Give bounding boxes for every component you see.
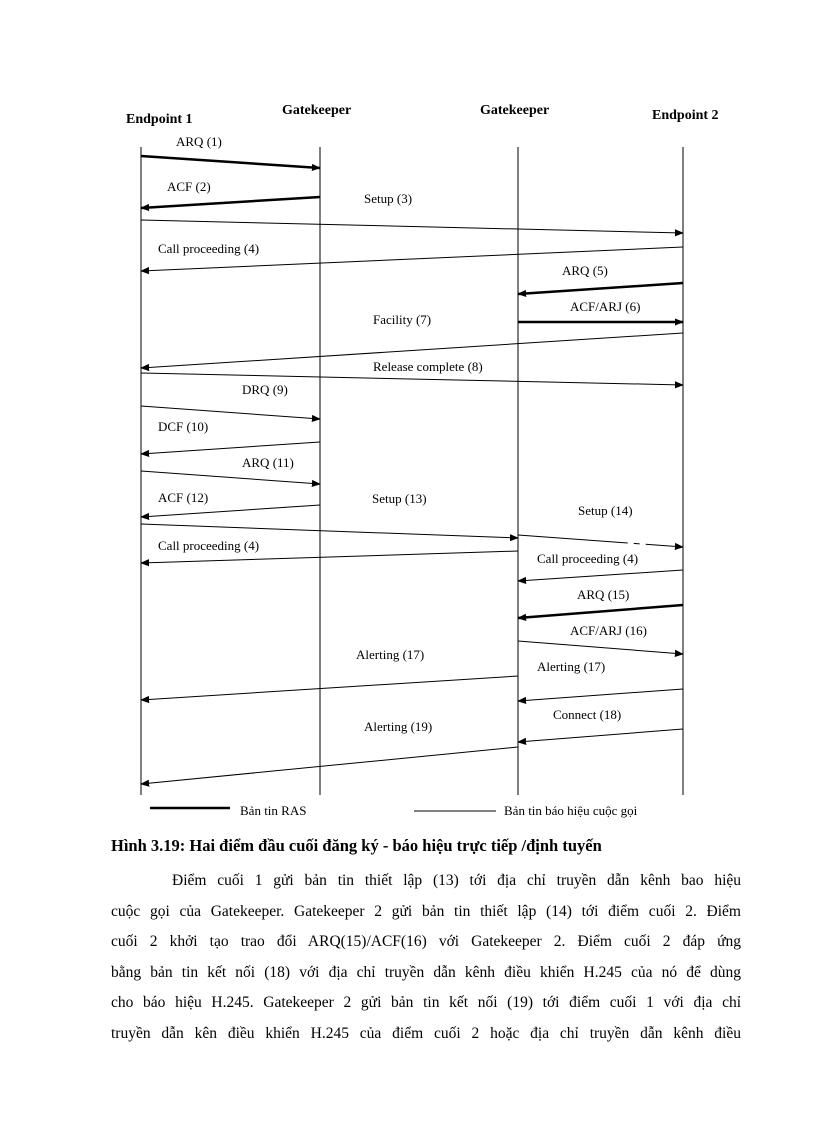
legend-ras-label: Bản tin RAS (240, 803, 307, 818)
message-label: Release complete (8) (373, 359, 483, 374)
message-arrow (141, 676, 518, 700)
entity-gatekeeper-1-label: Gatekeeper (282, 103, 352, 118)
paragraph-line: bằng bản tin kết nối (18) với địa chỉ truyền dẫn kênh điều khiển H.245 của nó để dùng (111, 963, 741, 981)
message-arrow (141, 406, 320, 419)
message-arrow (141, 505, 320, 517)
message-arrow (518, 641, 683, 654)
message-label: ACF (2) (167, 179, 211, 194)
message-label: Call proceeding (4) (158, 538, 260, 553)
message-arrow (141, 442, 320, 454)
message-label: Alerting (17) (356, 647, 425, 662)
message-label: ACF/ARJ (16) (570, 623, 647, 638)
message-label: ACF/ARJ (6) (570, 299, 641, 314)
message-arrow (518, 729, 683, 742)
message-label: Alerting (19) (364, 719, 433, 734)
message-label: ARQ (15) (577, 587, 630, 602)
entity-gatekeeper-2-label: Gatekeeper (480, 103, 550, 118)
paragraph-line: Điểm cuối 1 gửi bản tin thiết lập (13) tới địa chỉ truyền dẫn kênh bao hiệu (172, 872, 741, 889)
message-arrow (141, 197, 320, 208)
message-label: ARQ (1) (176, 134, 222, 149)
message-arrow (518, 689, 683, 701)
body-paragraph (111, 866, 741, 1049)
message-arrow (518, 570, 683, 581)
message-label: ARQ (5) (562, 263, 608, 278)
message-label: Connect (18) (553, 707, 622, 722)
message-arrow (141, 220, 683, 233)
message-arrow (141, 373, 683, 385)
message-label: Facility (7) (373, 312, 432, 327)
entity-endpoint-1-label: Endpoint 1 (126, 112, 193, 127)
paragraph-line: cuối 2 khởi tạo trao đổi ARQ(15)/ACF(16) với Gatekeeper 2. Điểm cuối 2 đáp ứng (111, 933, 741, 950)
message-label: ACF (12) (158, 490, 209, 505)
message-arrow (141, 471, 320, 484)
message-arrow (518, 283, 683, 294)
legend-signaling-label: Bản tin báo hiệu cuộc gọi (504, 803, 638, 818)
message-label: Call proceeding (4) (158, 241, 260, 256)
paragraph-line: cho báo hiệu H.245. Gatekeeper 2 gửi bản tin kết nối (19) tới điểm cuối 1 với địa chỉ (111, 994, 741, 1011)
message-arrow (141, 524, 518, 538)
message-label: Call proceeding (4) (537, 551, 639, 566)
paragraph-line: truyền dẫn kên điều khiển H.245 của điểm cuối 2 hoặc địa chỉ truyền dẫn kênh điều (111, 1024, 741, 1042)
message-arrow (518, 605, 683, 618)
message-label: Alerting (17) (537, 659, 606, 674)
figure-caption: Hình 3.19: Hai điểm đầu cuối đăng ký - báo hiệu trực tiếp /định tuyến (111, 836, 602, 855)
message-label: DCF (10) (158, 419, 209, 434)
message-label: ARQ (11) (242, 455, 294, 470)
message-label: Setup (14) (578, 503, 633, 518)
message-label: Setup (3) (364, 191, 413, 206)
paragraph-line: cuộc gọi của Gatekeeper. Gatekeeper 2 gửi bản tin thiết lập (14) tới điểm cuối 2. Điểm (111, 902, 741, 920)
message-arrow (141, 747, 518, 784)
message-label: DRQ (9) (242, 382, 288, 397)
message-arrow (518, 535, 683, 547)
message-arrow (141, 156, 320, 168)
message-label: Setup (13) (372, 491, 427, 506)
entity-endpoint-2-label: Endpoint 2 (652, 108, 719, 123)
